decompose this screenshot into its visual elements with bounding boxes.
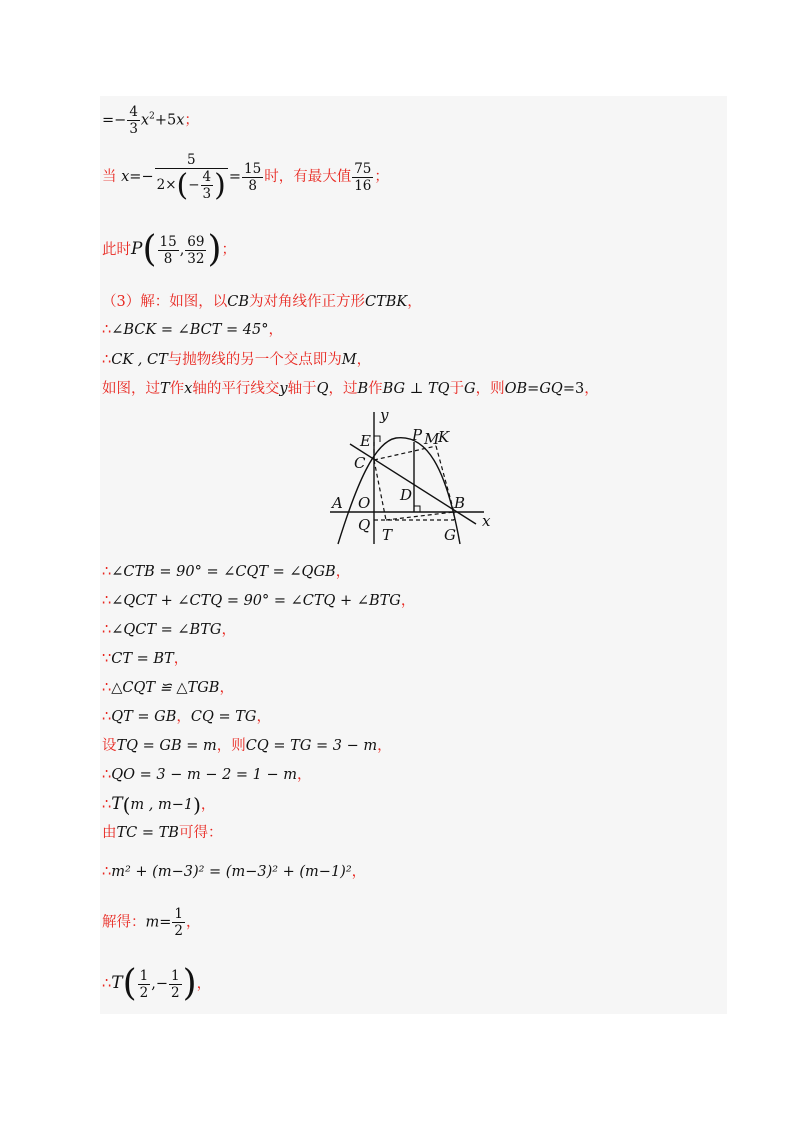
text: 解得： (102, 914, 146, 931)
text: ，则 (475, 381, 505, 397)
punct: ， (173, 651, 189, 667)
numerator: 15 (244, 160, 262, 177)
dash-tb (386, 512, 454, 520)
punct: ， (256, 709, 272, 725)
text: 当 (102, 169, 117, 185)
var: T (111, 973, 123, 993)
text: （3）解：如图，以 (102, 294, 228, 310)
text: ，则 (216, 738, 246, 754)
punct: ， (335, 564, 351, 580)
expression: ∠CTB = 90° = ∠CQT = ∠QGB (111, 564, 336, 580)
line-qo (102, 765, 312, 785)
expression: ∠QCT = ∠BTG (111, 622, 222, 638)
text: =− (129, 169, 154, 185)
line-construction (102, 379, 599, 399)
text: 时，有最大值 (264, 169, 352, 185)
because-symbol: ∵ (102, 651, 112, 667)
line-congruent (102, 678, 234, 698)
line-solve (102, 906, 201, 939)
paren: ( (176, 167, 189, 203)
expression: ∠BCK = ∠BCT = 45° (111, 322, 269, 338)
text: 可得： (178, 825, 223, 841)
punct: ， (268, 322, 284, 338)
dash-ck (374, 446, 436, 460)
denominator: 8 (248, 177, 257, 194)
var: T (160, 381, 170, 397)
label-b: B (454, 494, 466, 512)
denominator: 32 (187, 250, 205, 267)
label-g: G (444, 526, 456, 544)
therefore-symbol: ∴ (102, 680, 112, 696)
text: = (527, 381, 540, 397)
punct: ， (176, 709, 191, 725)
fraction (201, 169, 214, 202)
line-equal-angles (102, 620, 236, 640)
fraction (138, 968, 151, 1001)
label-x: x (482, 512, 491, 530)
text: 为对角线作正方形 (248, 294, 365, 310)
var: BG ⊥ TQ (382, 381, 450, 397)
dash-kb (436, 446, 454, 512)
punct: ， (221, 622, 236, 638)
paren: ) (193, 793, 201, 817)
right-angle-e (374, 436, 380, 442)
paren: ( (142, 229, 157, 270)
fraction (158, 234, 179, 267)
expression: CK , CT (111, 352, 168, 368)
expression: △CQT ≌ △TGB (111, 680, 220, 696)
fraction (242, 161, 263, 194)
var: M (341, 352, 357, 368)
therefore-symbol: ∴ (102, 322, 112, 338)
therefore-symbol: ∴ (102, 709, 112, 725)
expression: CQ = TG = 3 − m (245, 738, 378, 754)
label-p: P (412, 426, 423, 444)
label-k: K (438, 428, 450, 446)
denominator: 16 (354, 177, 372, 194)
numerator: 15 (159, 233, 177, 250)
denominator: 2 (170, 984, 180, 1001)
expression: TC = TB (116, 825, 179, 841)
var: CB (227, 294, 249, 310)
therefore-symbol: ∴ (102, 352, 112, 368)
var: Q (316, 381, 329, 397)
punct: ， (356, 352, 372, 368)
line-intersection-m (102, 350, 371, 370)
right-angle-d (414, 506, 420, 512)
var: x (184, 381, 193, 397)
numerator: 4 (129, 104, 138, 120)
var: y (279, 381, 288, 397)
punct: ， (400, 593, 416, 609)
text: +5 (154, 112, 177, 129)
numerator: 1 (174, 906, 183, 922)
numerator: 69 (187, 233, 205, 250)
var: CTBK (364, 294, 408, 310)
line-final-t (102, 963, 212, 1004)
numerator: 5 (155, 152, 228, 169)
exponent: 2 (149, 111, 155, 122)
label-c: C (354, 454, 366, 472)
var: GQ (539, 381, 563, 397)
label-a: A (332, 494, 343, 512)
punct: ， (219, 680, 234, 696)
punct: ； (374, 169, 389, 185)
punct: ， (584, 381, 599, 397)
line-angle-sum (102, 591, 415, 611)
text: , (179, 242, 185, 258)
text: 于 (449, 381, 465, 397)
text: = (228, 169, 242, 185)
punct: ； (221, 242, 237, 258)
numerator: 4 (202, 169, 212, 185)
denominator: 2×(− $\frac{4}{3}$ ) (156, 167, 226, 203)
text: 如图，过 (102, 381, 160, 397)
text: 轴于 (287, 381, 317, 397)
expression: TQ = GB = m (116, 738, 217, 754)
label-m: M (424, 430, 440, 448)
var: T (111, 794, 123, 814)
paren: ( (122, 963, 137, 1004)
therefore-symbol: ∴ (102, 976, 112, 992)
var: B (357, 381, 369, 397)
paren: ) (207, 229, 222, 270)
punct: ； (184, 112, 199, 129)
punct: ， (196, 976, 212, 992)
label-o: O (358, 494, 371, 512)
text: 与抛物线的另一个交点即为 (167, 352, 342, 368)
expression: CT = BT (111, 651, 174, 667)
label-t: T (382, 526, 393, 544)
geometry-figure (326, 406, 496, 546)
punct: ， (377, 738, 392, 754)
fraction (155, 152, 228, 202)
var: x (140, 112, 150, 129)
therefore-symbol: ∴ (102, 864, 112, 880)
denominator: 8 (163, 250, 173, 267)
text: 设 (102, 738, 117, 754)
denominator: 2 (174, 923, 183, 939)
text: 作 (368, 381, 383, 397)
numerator: 1 (139, 967, 149, 984)
line-equal-sides (102, 649, 188, 669)
var: m (145, 914, 160, 931)
denominator: 3 (129, 121, 138, 137)
var: G (464, 381, 476, 397)
paren: ( (122, 793, 131, 817)
var: x (176, 112, 185, 129)
var: OB (504, 381, 528, 397)
line-point-p (102, 229, 237, 270)
fraction (352, 161, 373, 194)
expression: m , m−1 (130, 797, 194, 813)
punct: ， (407, 294, 422, 310)
text: 轴的平行线交 (192, 381, 280, 397)
punct: ， (200, 797, 216, 813)
fraction (172, 906, 185, 939)
punct: ， (297, 767, 312, 783)
fraction (169, 968, 182, 1001)
denominator: 2 (139, 984, 149, 1001)
line-quadratic-expression (102, 104, 199, 137)
text: 此时 (102, 242, 131, 258)
label-d: D (400, 486, 413, 504)
line-point-t (102, 794, 215, 815)
paren: ) (214, 167, 226, 203)
expression: QO = 3 − m − 2 = 1 − m (111, 767, 298, 783)
paren: ) (182, 963, 197, 1004)
label-q: Q (358, 516, 371, 534)
line-vertex-x (102, 152, 389, 202)
therefore-symbol: ∴ (102, 767, 112, 783)
expression: m² + (m−3)² = (m−3)² + (m−1)² (111, 864, 352, 880)
expression: ∠QCT + ∠CTQ = 90° = ∠CTQ + ∠BTG (111, 593, 401, 609)
expression: QT = GB (111, 709, 177, 725)
text: =− (102, 112, 127, 129)
line-equation (102, 862, 366, 882)
text: ，过 (328, 381, 358, 397)
expression: CQ = TG (190, 709, 257, 725)
therefore-symbol: ∴ (102, 797, 112, 813)
text: 2× (156, 177, 177, 193)
punct: ， (351, 864, 367, 880)
numerator: 1 (170, 967, 180, 984)
therefore-symbol: ∴ (102, 564, 112, 580)
therefore-symbol: ∴ (102, 622, 112, 638)
line-angle-45 (102, 320, 283, 340)
punct: ， (186, 914, 201, 931)
text: = (159, 914, 172, 931)
label-y: y (380, 406, 389, 424)
text: =3 (562, 381, 585, 397)
fraction (127, 104, 140, 137)
line-from-tc-tb (102, 823, 222, 843)
var: x (121, 169, 130, 185)
denominator: 3 (202, 186, 212, 202)
var: P (131, 239, 143, 259)
dash-ct (374, 460, 386, 520)
text: 作 (169, 381, 185, 397)
line-part3-start (102, 292, 422, 312)
label-e: E (360, 432, 371, 450)
numerator: 75 (354, 160, 372, 177)
text: 由 (102, 825, 117, 841)
line-corresponding-sides (102, 707, 271, 727)
text: ,− (151, 976, 168, 992)
fraction (185, 234, 206, 267)
line-let-m (102, 736, 392, 756)
line-right-angles (102, 562, 350, 582)
therefore-symbol: ∴ (102, 593, 112, 609)
